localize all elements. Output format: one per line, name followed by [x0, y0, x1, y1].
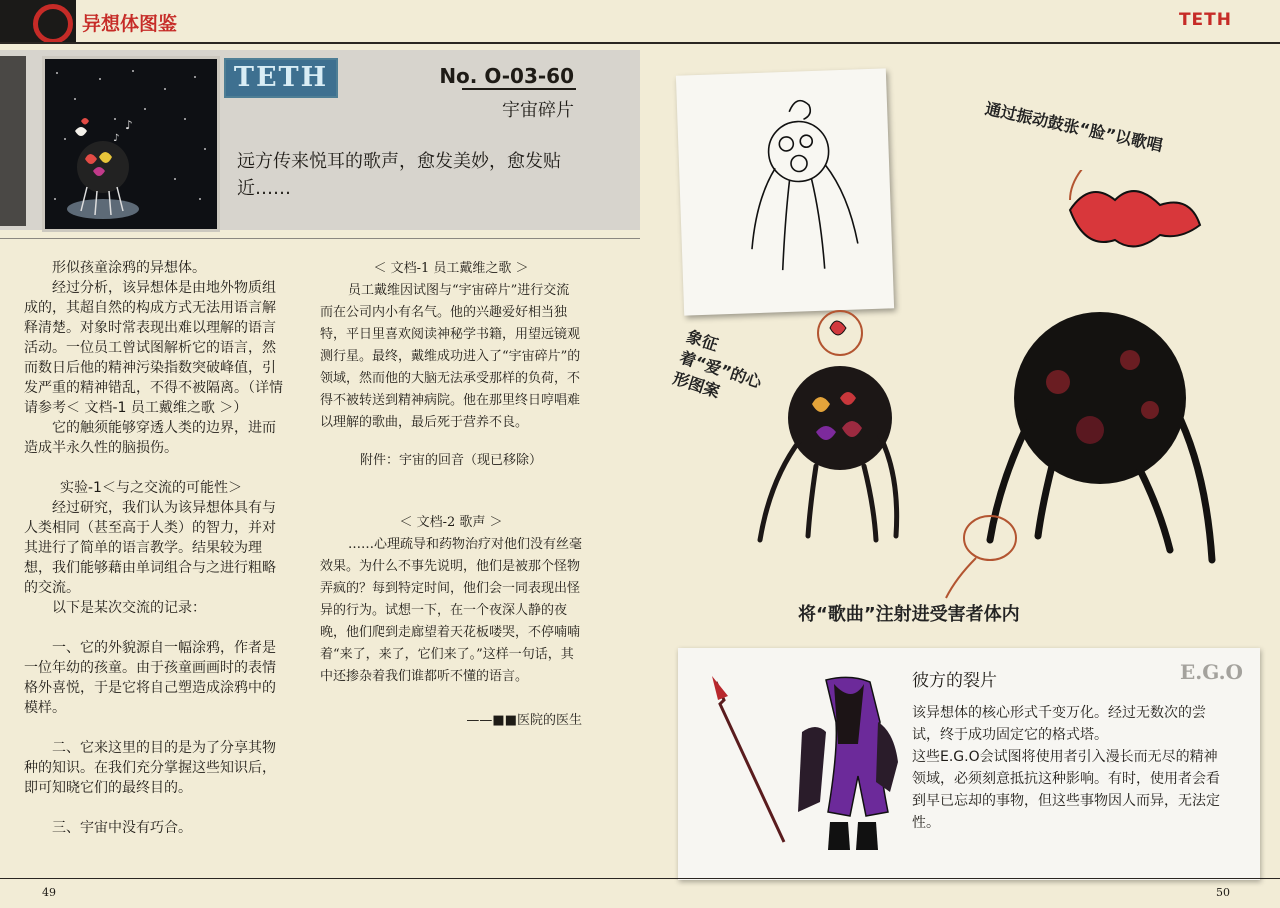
documents-column [320, 258, 582, 732]
abnormality-illustration [700, 170, 1280, 630]
paragraph: 一、它的外貌源自一幅涂鸦，作者是一位年幼的孩童。由于孩童画画时的表情格外喜悦，于是它将自己塑造成涂鸦中的模样。 [24, 640, 276, 716]
number-underline [462, 88, 576, 90]
entry-side-tab [0, 56, 26, 226]
paragraph: 经过研究，我们认为该异想体具有与人类相同（甚至高于人类）的智力，并对其进行了简单的语言教学。结果较为理想，我们能够藉由单词组合与之进行粗略的交流。 [24, 500, 276, 596]
attachment-note: 附件：宇宙的回音（现已移除） [359, 453, 542, 468]
section-divider [0, 238, 640, 239]
page-number-right: 50 [1216, 886, 1230, 899]
svg-text:♪: ♪ [125, 118, 133, 132]
ego-equipment-illustration [706, 672, 906, 852]
risk-level-stamp: TETH [224, 58, 338, 98]
paragraph: 经过分析，该异想体是由地外物质组成的，其超自然的构成方式无法用语言解释清楚。对象时常表现出难以理解的语言活动。一位员工曾试图解析它的语言，然而数日后他的精神污染指数突破峰值，引发严重的精神错乱，不得不被隔离。（详情请参考＜ 文档-1 员工戴维之歌 ＞） [24, 280, 283, 416]
ego-name: 彼方的裂片 [912, 671, 997, 691]
doc1-title: ＜ 文档-1 员工戴维之歌 ＞ [373, 261, 529, 276]
flavor-text: 远方传来悦耳的歌声，愈发美妙，愈发贴近…… [237, 151, 561, 199]
doc2-signature: ——■■医院的医生 [466, 713, 582, 728]
description-column [24, 258, 286, 838]
paragraph: 这些E.G.O会试图将使用者引入漫长而无尽的精神领域，必须刻意抵抗这种影响。有时，使用者会看到早已忘却的事物，但这些事物因人而异，无法定性。 [912, 749, 1220, 831]
abnormality-name: 宇宙碎片 [502, 100, 574, 121]
header-risk-level: TETH [1178, 10, 1232, 30]
paragraph: 它的触须能够穿透人类的边界，进而造成半永久性的脑损伤。 [24, 420, 276, 456]
ring-logo-icon [33, 4, 73, 44]
doc1-body: 员工戴维因试图与“宇宙碎片”进行交流而在公司内小有名气。他的兴趣爱好相当独特，平日里喜欢阅读神秘学书籍，用望远镜观测行星。最终，戴维成功进入了“宇宙碎片”的领域，然而他的大脑无法承受那样的负荷，不得不被转送到精神病院。他在那里终日哼唱难以理解的歌曲，最后死于营养不良。 [320, 283, 581, 430]
annotation-face: 通过振动鼓张“脸”以歌唱 [983, 98, 1165, 156]
paragraph: 以下是某次交流的记录： [52, 600, 206, 616]
paragraph: 三、宇宙中没有巧合。 [52, 820, 192, 836]
header-divider [0, 42, 1280, 44]
paragraph: 形似孩童涂鸦的异想体。 [52, 260, 206, 276]
paragraph: 二、它来这里的目的是为了分享其物种的知识。在我们充分掌握这些知识后，即可知晓它们的最终目的。 [24, 740, 276, 796]
doc2-title: ＜ 文档-2 歌声 ＞ [399, 515, 503, 530]
svg-text:♪: ♪ [113, 133, 120, 144]
doc2-body: ……心理疏导和药物治疗对他们没有丝毫效果。为什么不事先说明，他们是被那个怪物弄疯的？每到特定时间，他们会一同表现出怪异的行为。试想一下，在一个夜深人静的夜晚，他们爬到走廊望着天花板喽哭，不停喃喃着“来了，来了，它们来了。”这样一句话，其中还掺杂着我们谁都听不懂的语言。 [320, 537, 583, 684]
page-number-left: 49 [42, 886, 56, 899]
abnormality-portrait [42, 56, 220, 232]
annotation-heart: 象征着“爱”的心形图案 [670, 326, 765, 402]
experiment-heading: 实验-1＜与之交流的可能性＞ [60, 480, 242, 496]
abnormality-number: No. O-03-60 [439, 64, 574, 88]
ego-description [912, 702, 1224, 834]
header-title: 异想体图鉴 [82, 13, 178, 35]
ego-label: E.G.O [1180, 660, 1243, 684]
paragraph: 该异想体的核心形式千变万化。经过无数次的尝试，终于成功固定它的格式塔。 [912, 705, 1206, 743]
footer-divider [0, 878, 1280, 879]
annotation-song: 将“歌曲”注射进受害者体内 [798, 604, 1020, 625]
